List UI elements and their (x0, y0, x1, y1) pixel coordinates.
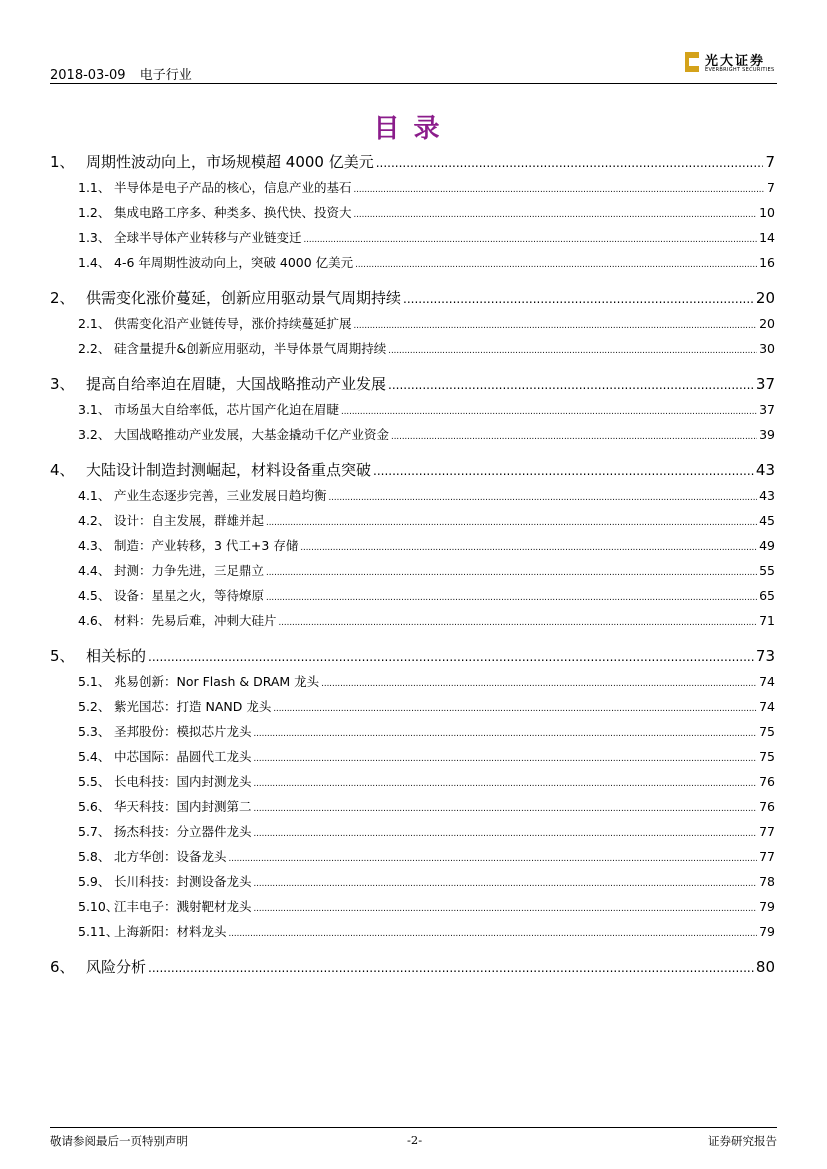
toc-dot-leader (266, 511, 757, 536)
toc-section-entry[interactable] (50, 458, 775, 483)
toc-entry-number: 1.4、 (78, 255, 111, 270)
toc-entry-number: 5.3、 (78, 724, 111, 739)
toc-dot-leader (354, 314, 758, 339)
toc-entry-title: 材料：先易后难，冲刺大硅片 (114, 613, 277, 628)
toc-entry-title: 硅含量提升&创新应用驱动，半导体景气周期持续 (114, 341, 387, 356)
toc-subsection-entry[interactable] (50, 583, 775, 608)
toc-dot-leader (254, 897, 758, 922)
toc-dot-leader (329, 486, 758, 511)
toc-subsection-entry[interactable] (50, 250, 775, 275)
toc-entry-number: 5.11、 (78, 924, 119, 939)
toc-entry-number: 4.3、 (78, 538, 111, 553)
toc-entry-title: 大陆设计制造封测崛起，材料设备重点突破 (86, 461, 372, 479)
toc-entry-page: 49 (759, 538, 775, 553)
toc-entry-title: 大国战略推动产业发展，大基金撬动千亿产业资金 (114, 427, 390, 442)
toc-entry-number: 2、 (50, 289, 75, 307)
toc-entry-page: 30 (759, 341, 775, 356)
toc-entry-page: 76 (759, 799, 775, 814)
toc-dot-leader (388, 339, 757, 364)
toc-subsection-entry[interactable] (50, 336, 775, 361)
toc-entry-page: 39 (759, 427, 775, 442)
toc-entry-number: 4、 (50, 461, 75, 479)
toc-entry-number: 4.1、 (78, 488, 111, 503)
toc-entry-number: 5.8、 (78, 849, 111, 864)
toc-dot-leader (403, 287, 754, 312)
toc-entry-number: 1.2、 (78, 205, 111, 220)
toc-entry-number: 2.1、 (78, 316, 111, 331)
toc-entry-number: 5.1、 (78, 674, 111, 689)
toc-entry-title: 扬杰科技：分立器件龙头 (114, 824, 252, 839)
toc-subsection-entry[interactable] (50, 819, 775, 844)
toc-dot-leader (321, 672, 757, 697)
toc-entry-number: 4.6、 (78, 613, 111, 628)
toc-dot-leader (273, 697, 757, 722)
toc-subsection-entry[interactable] (50, 744, 775, 769)
toc-subsection-entry[interactable] (50, 311, 775, 336)
toc-entry-number: 5、 (50, 647, 75, 665)
table-of-contents (50, 150, 775, 980)
toc-dot-leader (388, 373, 754, 398)
toc-dot-leader (391, 425, 757, 450)
toc-entry-page: 77 (759, 849, 775, 864)
toc-entry-number: 1.1、 (78, 180, 111, 195)
toc-entry-page: 37 (759, 402, 775, 417)
toc-entry-title: 设计：自主发展，群雄并起 (114, 513, 265, 528)
toc-entry-number: 5.2、 (78, 699, 111, 714)
toc-entry-title: 4-6 年周期性波动向上，突破 4000 亿美元 (114, 255, 354, 270)
toc-subsection-entry[interactable] (50, 558, 775, 583)
toc-dot-leader (254, 772, 758, 797)
toc-entry-title: 半导体是电子产品的核心，信息产业的基石 (114, 180, 352, 195)
toc-entry-page: 20 (755, 289, 775, 307)
toc-subsection-entry[interactable] (50, 694, 775, 719)
toc-entry-page: 14 (759, 230, 775, 245)
toc-entry-number: 4.4、 (78, 563, 111, 578)
toc-dot-leader (304, 228, 758, 253)
toc-entry-title: 北方华创：设备龙头 (114, 849, 227, 864)
toc-entry-title: 制造：产业转移，3 代工+3 存储 (114, 538, 299, 553)
toc-subsection-entry[interactable] (50, 200, 775, 225)
toc-entry-number: 3.2、 (78, 427, 111, 442)
industry-label: 电子行业 (139, 68, 192, 83)
toc-dot-leader (254, 797, 758, 822)
toc-dot-leader (279, 611, 758, 636)
toc-dot-leader (229, 922, 758, 947)
footer-page-number: -2- (407, 1133, 423, 1147)
toc-subsection-entry[interactable] (50, 225, 775, 250)
toc-entry-page: 78 (759, 874, 775, 889)
toc-entry-title: 产业生态逐步完善，三业发展日趋均衡 (114, 488, 327, 503)
toc-subsection-entry[interactable] (50, 894, 775, 919)
toc-entry-title: 风险分析 (86, 958, 147, 976)
toc-entry-page: 7 (765, 153, 775, 171)
toc-entry-title: 兆易创新：Nor Flash & DRAM 龙头 (114, 674, 320, 689)
toc-entry-page: 20 (759, 316, 775, 331)
toc-entry-page: 65 (759, 588, 775, 603)
toc-entry-page: 74 (759, 699, 775, 714)
toc-entry-title: 集成电路工序多、种类多、换代快、投资大 (114, 205, 352, 220)
toc-entry-page: 77 (759, 824, 775, 839)
toc-entry-title: 全球半导体产业转移与产业链变迁 (114, 230, 302, 245)
toc-dot-leader (266, 586, 757, 611)
toc-entry-title: 提高自给率迫在眉睫，大国战略推动产业发展 (86, 375, 387, 393)
toc-entry-title: 华天科技：国内封测第二 (114, 799, 252, 814)
toc-subsection-entry[interactable] (50, 844, 775, 869)
toc-entry-title: 紫光国芯：打造 NAND 龙头 (114, 699, 272, 714)
toc-dot-leader (300, 536, 757, 561)
toc-entry-title: 圣邦股份：模拟芯片龙头 (114, 724, 252, 739)
footer-report-type: 证券研究报告 (708, 1134, 777, 1148)
toc-entry-number: 5.7、 (78, 824, 111, 839)
toc-dot-leader (341, 400, 757, 425)
toc-entry-title: 封测：力争先进，三足鼎立 (114, 563, 265, 578)
toc-subsection-entry[interactable] (50, 608, 775, 633)
toc-section-entry[interactable] (50, 286, 775, 311)
toc-subsection-entry[interactable] (50, 919, 775, 944)
toc-entry-number: 4.5、 (78, 588, 111, 603)
toc-dot-leader (254, 722, 758, 747)
toc-entry-title: 供需变化涨价蔓延，创新应用驱动景气周期持续 (86, 289, 402, 307)
toc-entry-number: 5.6、 (78, 799, 111, 814)
footer-divider (50, 1127, 777, 1128)
toc-subsection-entry[interactable] (50, 533, 775, 558)
toc-entry-title: 上海新阳：材料龙头 (114, 924, 227, 939)
toc-section-entry[interactable] (50, 644, 775, 669)
toc-entry-page: 76 (759, 774, 775, 789)
toc-entry-page: 45 (759, 513, 775, 528)
toc-entry-page: 75 (759, 749, 775, 764)
toc-section-entry[interactable] (50, 150, 775, 175)
toc-entry-page: 55 (759, 563, 775, 578)
toc-subsection-entry[interactable] (50, 175, 775, 200)
logo-text-en: EVERBRIGHT SECURITIES (705, 67, 775, 73)
company-logo (685, 50, 777, 76)
header-divider (50, 83, 777, 84)
header-info (50, 64, 202, 83)
toc-entry-title: 长川科技：封测设备龙头 (114, 874, 252, 889)
report-date: 2018-03-09 (50, 68, 126, 83)
toc-entry-title: 相关标的 (86, 647, 147, 665)
toc-dot-leader (148, 956, 754, 981)
toc-entry-page: 80 (755, 958, 775, 976)
toc-subsection-entry[interactable] (50, 508, 775, 533)
toc-entry-page: 16 (759, 255, 775, 270)
toc-entry-number: 5.9、 (78, 874, 111, 889)
toc-dot-leader (254, 872, 758, 897)
toc-entry-page: 37 (755, 375, 775, 393)
footer-disclaimer: 敬请参阅最后一页特别声明 (50, 1134, 188, 1148)
toc-entry-number: 3.1、 (78, 402, 111, 417)
toc-dot-leader (148, 645, 754, 670)
toc-entry-number: 1、 (50, 153, 75, 171)
toc-entry-number: 5.5、 (78, 774, 111, 789)
page-title: 目录 (373, 114, 454, 144)
toc-entry-page: 74 (759, 674, 775, 689)
toc-entry-title: 周期性波动向上，市场规模超 4000 亿美元 (86, 153, 374, 171)
toc-subsection-entry[interactable] (50, 869, 775, 894)
toc-entry-number: 2.2、 (78, 341, 111, 356)
toc-entry-number: 3、 (50, 375, 75, 393)
toc-entry-page: 79 (759, 924, 775, 939)
toc-subsection-entry[interactable] (50, 794, 775, 819)
toc-entry-page: 7 (767, 180, 775, 195)
toc-dot-leader (376, 151, 764, 176)
toc-entry-page: 43 (755, 461, 775, 479)
toc-entry-page: 43 (759, 488, 775, 503)
toc-entry-title: 供需变化沿产业链传导，涨价持续蔓延扩展 (114, 316, 352, 331)
toc-entry-page: 71 (759, 613, 775, 628)
toc-section-entry[interactable] (50, 955, 775, 980)
toc-subsection-entry[interactable] (50, 669, 775, 694)
toc-dot-leader (254, 822, 758, 847)
toc-subsection-entry[interactable] (50, 719, 775, 744)
toc-dot-leader (254, 747, 758, 772)
toc-subsection-entry[interactable] (50, 769, 775, 794)
logo-mark-icon (685, 52, 699, 72)
toc-entry-page: 10 (759, 205, 775, 220)
toc-entry-page: 73 (755, 647, 775, 665)
toc-dot-leader (354, 203, 758, 228)
toc-entry-page: 75 (759, 724, 775, 739)
toc-entry-title: 长电科技：国内封测龙头 (114, 774, 252, 789)
toc-entry-title: 市场虽大自给率低，芯片国产化迫在眉睫 (114, 402, 340, 417)
toc-subsection-entry[interactable] (50, 422, 775, 447)
toc-entry-title: 江丰电子：溅射靶材龙头 (114, 899, 252, 914)
toc-entry-number: 6、 (50, 958, 75, 976)
toc-dot-leader (229, 847, 758, 872)
toc-dot-leader (373, 459, 754, 484)
toc-entry-title: 中芯国际：晶圆代工龙头 (114, 749, 252, 764)
toc-entry-number: 4.2、 (78, 513, 111, 528)
logo-text-cn: 光大证券 (705, 54, 766, 69)
toc-subsection-entry[interactable] (50, 397, 775, 422)
toc-dot-leader (266, 561, 757, 586)
toc-entry-title: 设备：星星之火，等待燎原 (114, 588, 265, 603)
toc-dot-leader (354, 178, 766, 203)
toc-entry-page: 79 (759, 899, 775, 914)
toc-subsection-entry[interactable] (50, 483, 775, 508)
toc-entry-number: 5.10、 (78, 899, 119, 914)
toc-section-entry[interactable] (50, 372, 775, 397)
toc-entry-number: 5.4、 (78, 749, 111, 764)
toc-dot-leader (355, 253, 757, 278)
toc-entry-number: 1.3、 (78, 230, 111, 245)
